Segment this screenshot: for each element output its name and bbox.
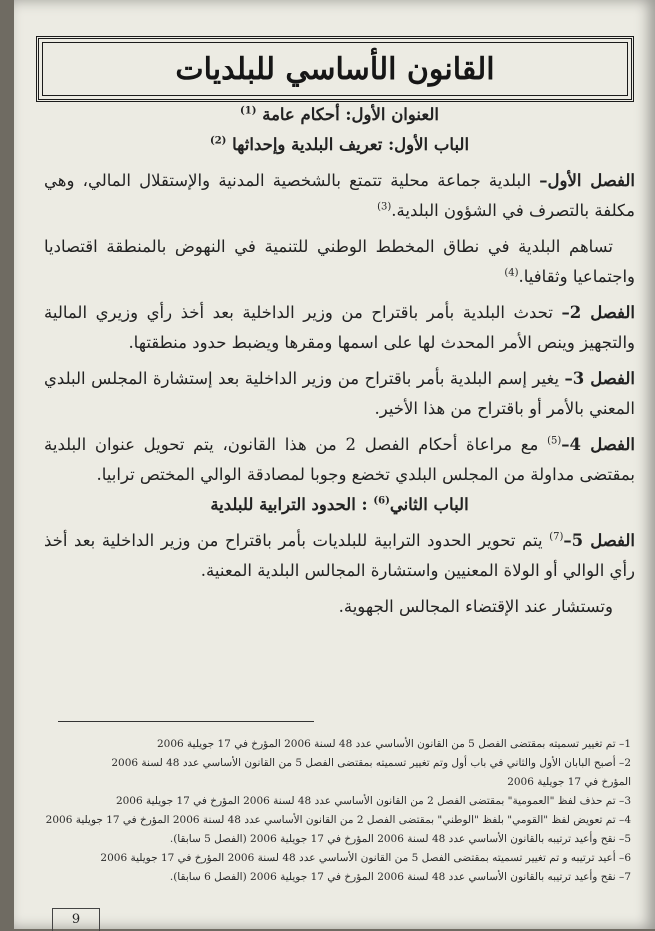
- article-1-label: الفصل الأول–: [539, 171, 635, 190]
- footnote-ref-7: (7): [549, 531, 564, 543]
- footnote-ref-2: (2): [209, 135, 227, 147]
- article-1-text: البلدية جماعة محلية تتمتع بالشخصية المدنية والإستقلال المالي، وهي مكلفة بالتصرف في الشؤون البلدية.: [44, 171, 635, 220]
- footnote-3: 3– تم حذف لفظ "العمومية" بمقتضى الفصل 2 من القانون الأساسي عدد 48 لسنة 2006 المؤرخ في 17 جويلية 2006: [115, 795, 631, 807]
- heading-title-one-text: العنوان الأول: أحكام عامة: [262, 105, 439, 124]
- footnote-ref-4: (4): [504, 267, 519, 279]
- footnote-ref-5: (5): [547, 435, 562, 447]
- article-1-paragraph-2-text: تساهم البلدية في نطاق المخطط الوطني للتنمية في النهوض بالمنطقة اقتصاديا واجتماعيا وثقافيا.: [44, 237, 635, 286]
- article-2-text: تحدث البلدية بأمر باقتراح من وزير الداخلية بعد أخذ رأي وزيري المالية والتجهيز وينص الأمر المحدث لها على اسمها ومقرها ويضبط حدود منطقتها.: [44, 303, 635, 352]
- heading-chapter-two-text: الباب الثاني: [389, 495, 469, 514]
- article-2-label: الفصل 2–: [561, 303, 635, 322]
- article-3: [44, 364, 635, 424]
- article-1-paragraph-2: [44, 232, 635, 292]
- article-3-text: يغير إسم البلدية بأمر باقتراح من وزير الداخلية بعد إستشارة المجلس البلدي المعني بالأمر أو باقتراح من هذا الأخير.: [44, 369, 635, 418]
- document-page: [14, 0, 655, 929]
- heading-chapter-two-rest: : الحدود الترابية للبلدية: [210, 495, 374, 514]
- footnote-ref-3: (3): [377, 201, 392, 213]
- footnote-7: 7– نقح وأعيد ترتيبه بالقانون الأساسي عدد 48 لسنة 2006 المؤرخ في 17 جويلية 2006 (الفصل 6 سابقا).: [169, 871, 631, 883]
- footnote-6: 6– أعيد ترتيبه و تم تغيير تسميته بمقتضى الفصل 5 من القانون الأساسي عدد 48 لسنة 2006 المؤرخ في 17 جويلية 2006: [100, 852, 631, 864]
- title-frame: [36, 36, 634, 102]
- footnotes: [44, 735, 631, 887]
- page-number: 9: [52, 908, 100, 931]
- article-5-paragraph-2: وتستشار عند الإقتضاء المجالس الجهوية.: [338, 597, 613, 616]
- article-5-text: يتم تحوير الحدود الترابية للبلديات بأمر باقتراح من وزير الداخلية بعد أخذ رأي الوالي أو الولاة المعنيين واستشارة المجالس البلدية المعنية.: [44, 531, 635, 580]
- footnote-1: 1– تم تغيير تسميته بمقتضى الفصل 5 من القانون الأساسي عدد 48 لسنة 2006 المؤرخ في 17 جويلية 2006: [156, 738, 631, 750]
- article-4: [44, 430, 635, 490]
- footnote-2-continued: المؤرخ في 17 جويلية 2006: [507, 776, 631, 788]
- footnote-separator: [58, 721, 314, 722]
- footnote-5: 5– نقح وأعيد ترتيبه بالقانون الأساسي عدد 48 لسنة 2006 المؤرخ في 17 جويلية 2006 (الفصل 5 سابقا).: [169, 833, 631, 845]
- article-5-label: الفصل 5–: [563, 531, 635, 550]
- page-title: القانون الأساسي للبلديات: [175, 51, 495, 87]
- footnote-ref-1: (1): [240, 105, 257, 117]
- footnote-4: 4– تم تعويض لفظ "القومي" بلفظ "الوطني" بمقتضى الفصل 2 من القانون الأساسي عدد 48 لسنة 2006 المؤرخ في 17 جويلية 2006: [45, 814, 631, 826]
- heading-chapter-one: [44, 130, 635, 160]
- heading-chapter-two: [44, 490, 635, 520]
- heading-title-one: [44, 100, 635, 130]
- article-1: [44, 166, 635, 226]
- article-2: [44, 298, 635, 358]
- heading-chapter-one-text: الباب الأول: تعريف البلدية وإحداثها: [232, 135, 470, 154]
- article-4-label: الفصل 4–: [561, 435, 636, 454]
- article-4-text: مع مراعاة أحكام الفصل 2 من هذا القانون، يتم تحويل عنوان البلدية بمقتضى مداولة من المجلس البلدي تخضع وجوبا لمصادقة الوالي المختص ترابيا.: [44, 435, 635, 484]
- document-body: [44, 100, 635, 622]
- article-5: [44, 526, 635, 586]
- footnote-2: 2– أصبح البابان الأول والثاني في باب أول وتم تغيير تسميته بمقتضى الفصل 5 من القانون الأساسي عدد 48 لسنة 2006: [111, 757, 631, 769]
- article-3-label: الفصل 3–: [564, 369, 635, 388]
- footnote-ref-6: (6): [373, 495, 390, 507]
